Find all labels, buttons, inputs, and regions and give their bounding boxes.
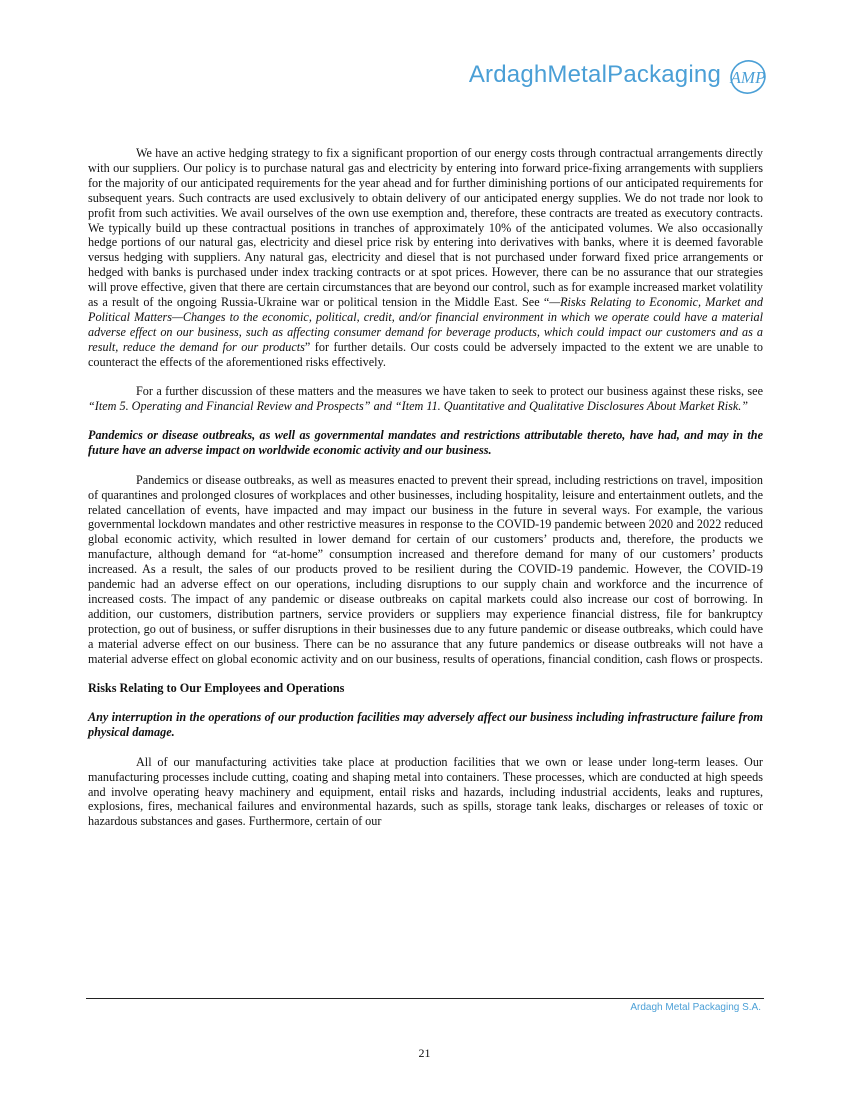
section-heading: Risks Relating to Our Employees and Operations [88,681,345,695]
footer-company-name: Ardagh Metal Packaging S.A. [630,1002,761,1013]
paragraph-further-discussion [88,384,763,414]
logo-wordmark [469,61,721,89]
page-number: 21 [418,1046,431,1060]
cross-reference-text: “Item 5. Operating and Financial Review and Prospects” and “Item 11. Quantitative and Qualitative Disclosures About Market Risk.” [88,399,749,413]
logo-word-metal: Metal [547,61,608,88]
document-body [88,146,763,829]
cross-reference-text: —Risks Relating to Economic, Market and Political Matters—Changes to the economic, political, credit, and/or financial environment in which we operate could have a material adverse effect on our business, such as affecting consumer demand for beverage products, which could impact our customers and as a result, reduce the demand for our products [88,295,763,354]
risk-heading-production-facilities: Any interruption in the operations of our production facilities may adversely affect our business including infrastructure failure from physical damage. [88,710,763,740]
footer-divider [86,998,764,999]
paragraph-manufacturing: All of our manufacturing activities take place at production facilities that we own or lease under long-term leases. Our manufacturing processes include cutting, coating and shaping metal into containers. These processes, which are conducted at high speeds and involve operating heavy machinery and equipment, entail risks and hazards, including industrial accidents, leaks and ruptures, explosions, fires, mechanical failures and environmental hazards, such as spills, storage tank leaks, discharges or releases of toxic or hazardous substances and gases. Furthermore, certain of our [88,754,763,829]
logo-word-ardagh: Ardagh [468,61,548,88]
paragraph-text: For a further discussion of these matters and the measures we have taken to seek to protect our business against these risks, see [136,384,763,399]
paragraph-text: ” for further details. Our costs could be adversely impacted to the extent we are unable to counteract the effects of the aforementioned risks effectively. [88,339,763,369]
logo-word-packaging: Packaging [607,61,721,88]
paragraph-energy-hedging [88,146,763,370]
paragraph-text: We have an active hedging strategy to fix a significant proportion of our energy costs through contractual arrangements directly with our suppliers. Our policy is to purchase natural gas and electricity by entering into forward price-fixing arrangements with suppliers for the majority of our anticipated requirements for the year ahead and for further diminishing portions of our anticipated requirements for subsequent years. Such contracts are used exclusively to obtain delivery of our anticipated energy supplies. We do not trade nor look to profit from such activities. We avail ourselves of the own use exemption and, therefore, these contracts are treated as executory contracts. We typically build up these contractual positions in tranches of approximately 10% of the anticipated volumes. We also occasionally hedge portions of our natural gas, electricity and diesel price risk by entering into derivatives with banks, where it is deemed favorable versus hedging with suppliers. Any natural gas, electricity and diesel that is not purchased under forward fixed price arrangements or hedged with banks is purchased under index tracking contracts or at spot prices. However, there can be no assurance that our strategies will prove effective, given that there are certain circumstances that are beyond our control, such as for example increased market volatility as a result of the ongoing Russia-Ukraine war or political tension in the Middle East. See “ [88,146,763,310]
amp-logo-icon [727,52,769,98]
company-logo [469,52,769,98]
svg-text:AMP: AMP [730,68,766,87]
paragraph-pandemics: Pandemics or disease outbreaks, as well as measures enacted to prevent their spread, including restrictions on travel, imposition of quarantines and prolonged closures of workplaces and other businesses, including hospitality, leisure and entertainment outlets, and the related cancellation of events, have impacted and may impact our business in the future in several ways. For example, the various governmental lockdown mandates and other restrictive measures in response to the COVID-19 pandemic between 2020 and 2022 reduced global economic activity, which resulted in lower demand for certain of our customers’ products and, therefore, the products we manufacture, although demand for “at-home” consumption increased and therefore demand for many of our customers’ products increased. As a result, the sales of our products proved to be resilient during the COVID-19 pandemic. However, the COVID-19 pandemic had an adverse effect on our operations, including disruptions to our supply chain and workforce and the incurrence of increased costs. The impact of any pandemic or disease outbreaks on capital markets could also increase our cost of borrowing. In addition, our customers, distribution partners, service providers or suppliers may experience financial distress, file for bankruptcy protection, go out of business, or suffer disruptions in their businesses due to any future pandemic or disease outbreaks, which could have a material adverse effect on our business. There can be no assurance that any future pandemics or disease outbreaks will not have a material adverse effect on global economic activity and on our business, results of operations, financial condition, cash flows or prospects. [88,472,763,666]
risk-heading-pandemics: Pandemics or disease outbreaks, as well as governmental mandates and restrictions attributable thereto, have had, and may in the future have an adverse impact on worldwide economic activity and our business. [88,428,763,458]
